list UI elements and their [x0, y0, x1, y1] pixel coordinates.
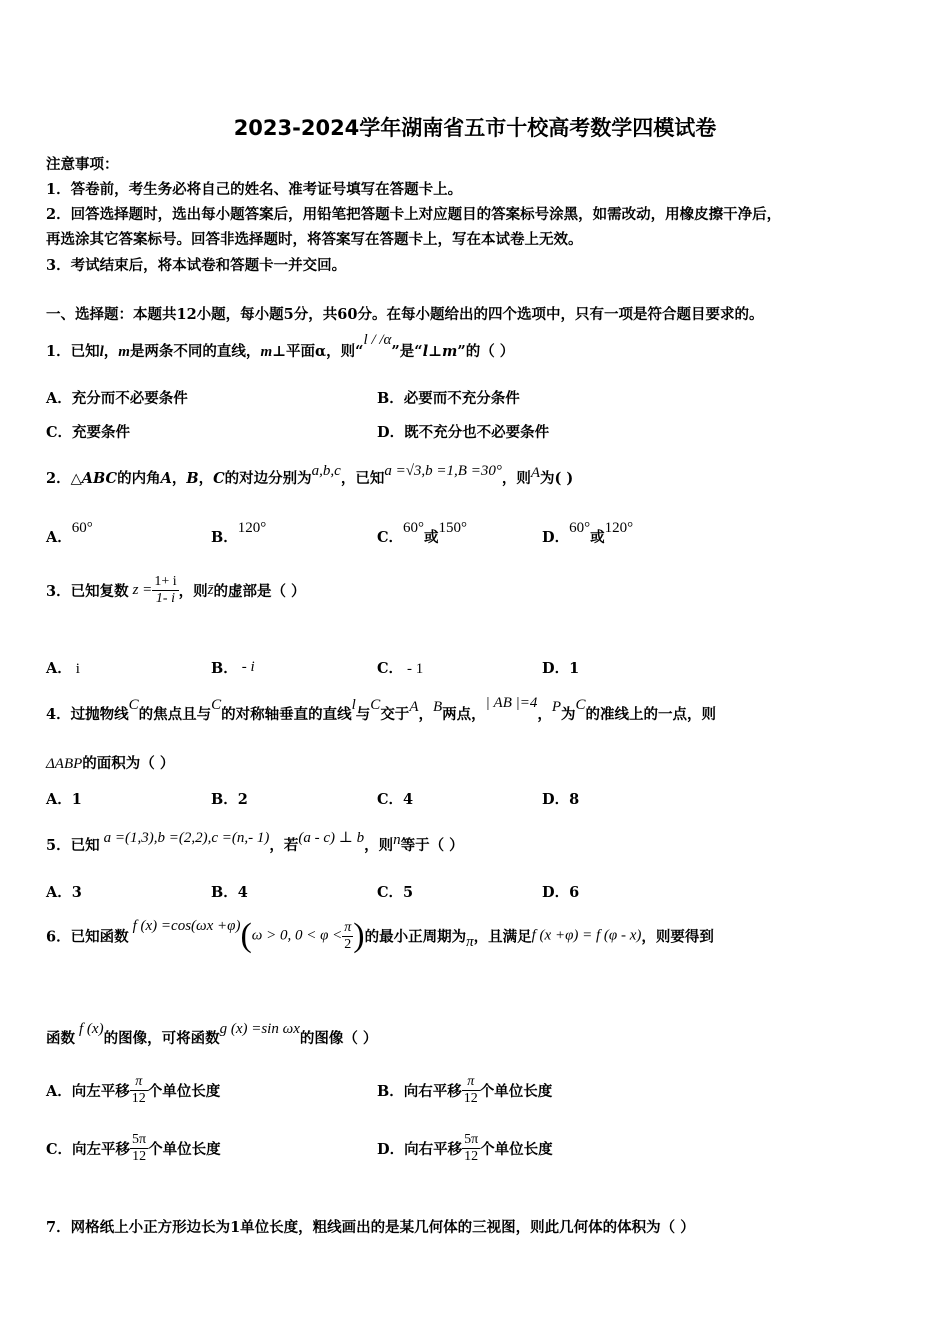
q2-angle-a: A — [530, 465, 541, 481]
q1-m: m — [118, 344, 130, 360]
q2-text: ，已知 — [340, 470, 385, 487]
q1-option-a[interactable]: A．充分而不必要条件 — [46, 390, 188, 407]
q2-opt-label: A． — [46, 529, 72, 546]
q1-option-d[interactable]: D．既不充分也不必要条件 — [377, 424, 550, 441]
q5-condition: (a - c) ⊥ b — [298, 830, 365, 846]
q3-zbar: z̄ — [207, 582, 214, 598]
q2-option-b[interactable] — [211, 520, 267, 547]
q4-C: C — [211, 697, 222, 713]
question-6-stem — [46, 917, 714, 967]
question-5-stem — [46, 830, 464, 855]
q6-fx: f (x) — [79, 1021, 104, 1037]
q2-opt-or: 或 — [424, 529, 439, 546]
q2-opt-value: 120° — [604, 520, 634, 536]
q6-text: ，则要得到 — [641, 928, 714, 946]
q3-opt-label: C． — [377, 660, 404, 677]
q6-opt-label: A．向左平移 — [46, 1083, 130, 1100]
q6-text: 函数 — [46, 1030, 75, 1047]
q4-text: 交于 — [380, 706, 410, 723]
q2-opt-or: 或 — [590, 529, 605, 546]
q6-opt-num: π — [130, 1074, 148, 1091]
q1-text: ⊥平面α，则“ — [272, 343, 364, 360]
q6-text: 的图像（ ） — [299, 1030, 378, 1047]
q6-paren-left: ( — [240, 917, 252, 954]
q2-option-a[interactable] — [46, 520, 93, 547]
q3-opt-label: B． — [211, 660, 238, 677]
q5-text: 5．已知 — [46, 837, 100, 854]
q5-option-d[interactable]: D．6 — [542, 884, 580, 901]
q5-vectors: a =(1,3),b =(2,2),c =(n,- 1) — [103, 830, 270, 846]
q1-perp: l⊥m — [422, 343, 458, 360]
question-7-stem: 7．网格纸上小正方形边长为1单位长度，粗线画出的是某几何体的三视图，则此几何体的体积为（ ） — [46, 1219, 695, 1236]
q4-text: 的面积为（ ） — [82, 755, 175, 772]
q2-B: B — [186, 470, 199, 487]
q4-text: 的焦点且与 — [138, 706, 212, 723]
q6-text: 6．已知函数 — [46, 928, 129, 946]
q2-opt-value: 120° — [237, 520, 267, 536]
q5-option-c[interactable]: C．5 — [377, 884, 414, 901]
notice-item: 2．回答选择题时，选出每小题答案后，用铅笔把答题卡上对应题目的答案标号涂黑，如需改动，用橡皮擦干净后， — [46, 206, 782, 223]
q3-option-a[interactable] — [46, 657, 80, 678]
q1-comma: ， — [103, 343, 119, 360]
q5-text: 等于（ ） — [400, 837, 464, 854]
q4-C: C — [128, 697, 139, 713]
q6-option-c[interactable] — [46, 1132, 221, 1165]
q3-text: ，则 — [178, 583, 208, 600]
q3-z: z = — [132, 582, 153, 598]
q4-A: A — [409, 699, 419, 715]
q3-option-b[interactable] — [211, 657, 255, 678]
q3-opt-value: - i — [241, 659, 255, 675]
q2-text: 为( ) — [540, 470, 574, 487]
q4-C: C — [575, 697, 586, 713]
q2-text: 的对边分别为 — [224, 470, 312, 487]
notice-item: 3．考试结束后，将本试卷和答题卡一并交回。 — [46, 257, 347, 274]
q6-function: f (x) =cos(ωx +φ) — [132, 917, 241, 934]
q6-opt-fraction — [130, 1132, 148, 1165]
q2-option-c[interactable] — [377, 520, 468, 547]
q3-opt-value: - 1 — [407, 661, 424, 677]
q6-gx: g (x) =sin ωx — [219, 1021, 300, 1037]
q6-condition: ω > 0, 0 < φ < — [251, 927, 343, 944]
q6-opt-unit: 个单位长度 — [148, 1141, 221, 1158]
q2-text: ，则 — [501, 470, 531, 487]
q5-text: ，则 — [364, 837, 394, 854]
q6-opt-unit: 个单位长度 — [147, 1083, 221, 1100]
q4-AB: | AB |=4 — [485, 695, 538, 711]
q6-text: 的图像，可将函数 — [103, 1030, 220, 1047]
q4-text: 两点， — [442, 706, 486, 723]
q6-opt-label: C．向左平移 — [46, 1141, 131, 1158]
q2-opt-value: 60° — [71, 520, 93, 536]
q6-paren-right: ) — [353, 917, 365, 954]
q4-text: 4．过抛物线 — [46, 706, 129, 723]
q3-fraction — [152, 574, 178, 607]
q6-opt-den: 12 — [463, 1091, 478, 1106]
q6-opt-num: π — [462, 1074, 480, 1091]
q1-text: 1．已知 — [46, 343, 100, 360]
notice-heading: 注意事项： — [46, 156, 119, 173]
q3-option-d[interactable]: D．1 — [542, 660, 580, 677]
q2-sep: ， — [171, 470, 187, 487]
q6-symmetry: f (x +φ) = f (φ - x) — [531, 927, 642, 944]
question-2-stem — [46, 463, 574, 488]
q5-text: ，若 — [269, 837, 299, 854]
q4-triangle: ΔABP — [46, 756, 83, 772]
q2-opt-label: C． — [377, 529, 404, 546]
q4-text: 的准线上的一点，则 — [585, 706, 717, 723]
q4-B: B — [432, 699, 443, 715]
q3-text: 3．已知复数 — [46, 583, 129, 600]
q2-text: 的内角 — [117, 470, 161, 487]
q4-C: C — [370, 697, 381, 713]
q4-text: 与 — [355, 706, 371, 723]
q2-abc: ABC — [81, 470, 118, 487]
q6-two: 2 — [344, 936, 352, 952]
q2-C: C — [213, 470, 225, 487]
q1-option-b[interactable]: B．必要而不充分条件 — [377, 390, 520, 407]
q4-option-b[interactable]: B．2 — [211, 791, 248, 808]
q2-sides: a,b,c — [311, 463, 341, 479]
q3-numerator: 1+ i — [154, 574, 177, 589]
q6-opt-label: B．向右平移 — [377, 1083, 462, 1100]
q3-text: 的虚部是（ ） — [213, 583, 306, 600]
q2-opt-label: D． — [542, 529, 570, 546]
q2-given: a =√3,b =1,B =30° — [384, 463, 502, 479]
q2-sep: ， — [198, 470, 214, 487]
q2-A: A — [160, 470, 172, 487]
q3-option-c[interactable] — [377, 657, 423, 678]
q1-text: 是两条不同的直线， — [129, 343, 261, 360]
q6-pi: π — [344, 919, 352, 935]
q4-sep: ， — [418, 706, 433, 723]
q4-l: l — [351, 697, 356, 713]
q6-opt-den: 12 — [464, 1149, 479, 1164]
q6-opt-den: 12 — [132, 1149, 147, 1164]
section-heading: 一、选择题：本题共12小题，每小题5分，共60分。在每小题给出的四个选项中，只有一项是符合题目要求的。 — [46, 306, 764, 323]
q1-text: ”的（ ） — [457, 343, 515, 360]
q4-option-c[interactable]: C．4 — [377, 791, 414, 808]
question-1-stem — [46, 332, 515, 361]
q3-opt-value: i — [75, 661, 80, 677]
q6-opt-fraction — [462, 1132, 480, 1165]
q4-text: 的对称轴垂直的直线 — [221, 706, 352, 723]
q6-option-d[interactable] — [377, 1132, 553, 1165]
notice-item: 1．答卷前，考生务必将自己的姓名、准考证号填写在答题卡上。 — [46, 181, 463, 198]
page-title: 2023-2024学年湖南省五市十校高考数学四模试卷 — [233, 116, 717, 140]
q1-l: l — [99, 344, 104, 360]
q6-text: 的最小正周期为 — [364, 928, 467, 946]
q4-option-d[interactable]: D．8 — [542, 791, 580, 808]
q6-fraction — [342, 920, 353, 953]
q6-opt-unit: 个单位长度 — [479, 1083, 553, 1100]
q2-opt-value: 60° — [403, 520, 425, 536]
q1-option-c[interactable]: C．充要条件 — [46, 424, 131, 441]
q3-denominator: 1- i — [155, 591, 175, 606]
q2-text: 2．△ — [46, 470, 82, 487]
q2-opt-value: 60° — [569, 520, 591, 536]
q4-text: 为 — [561, 706, 576, 723]
question-4-stem — [46, 695, 717, 724]
q6-option-b[interactable] — [377, 1074, 552, 1107]
notice-item: 再选涂其它答案标号。回答非选择题时，将答案写在答题卡上，写在本试卷上无效。 — [46, 231, 583, 248]
q6-opt-num: 5π — [464, 1132, 479, 1147]
q6-opt-num: 5π — [132, 1132, 147, 1147]
q6-text: ，且满足 — [473, 928, 532, 946]
question-4-stem-cont — [46, 752, 174, 773]
question-6-stem-cont — [46, 1021, 378, 1048]
q6-period: π — [466, 933, 474, 950]
q5-n: n — [393, 832, 401, 848]
q1-math-parallel: l / /α — [363, 332, 392, 348]
q6-opt-label: D．向右平移 — [377, 1141, 463, 1158]
question-3-stem — [46, 574, 306, 607]
q6-opt-den: 12 — [131, 1091, 146, 1106]
q1-m: m — [260, 344, 273, 360]
q6-opt-fraction — [130, 1074, 148, 1107]
q4-sep: ， — [537, 706, 552, 723]
q2-opt-label: B． — [211, 529, 238, 546]
q5-option-b[interactable]: B．4 — [211, 884, 248, 901]
q1-text: ”是“ — [391, 343, 423, 360]
q6-opt-unit: 个单位长度 — [480, 1141, 553, 1158]
q6-opt-fraction — [462, 1074, 480, 1107]
q6-option-a[interactable] — [46, 1074, 220, 1107]
q2-opt-value: 150° — [438, 520, 468, 536]
q3-opt-label: A． — [46, 660, 72, 677]
q4-P: P — [551, 699, 562, 715]
q4-option-a[interactable]: A．1 — [46, 791, 82, 808]
q5-option-a[interactable]: A．3 — [46, 884, 82, 901]
q2-option-d[interactable] — [542, 520, 634, 547]
